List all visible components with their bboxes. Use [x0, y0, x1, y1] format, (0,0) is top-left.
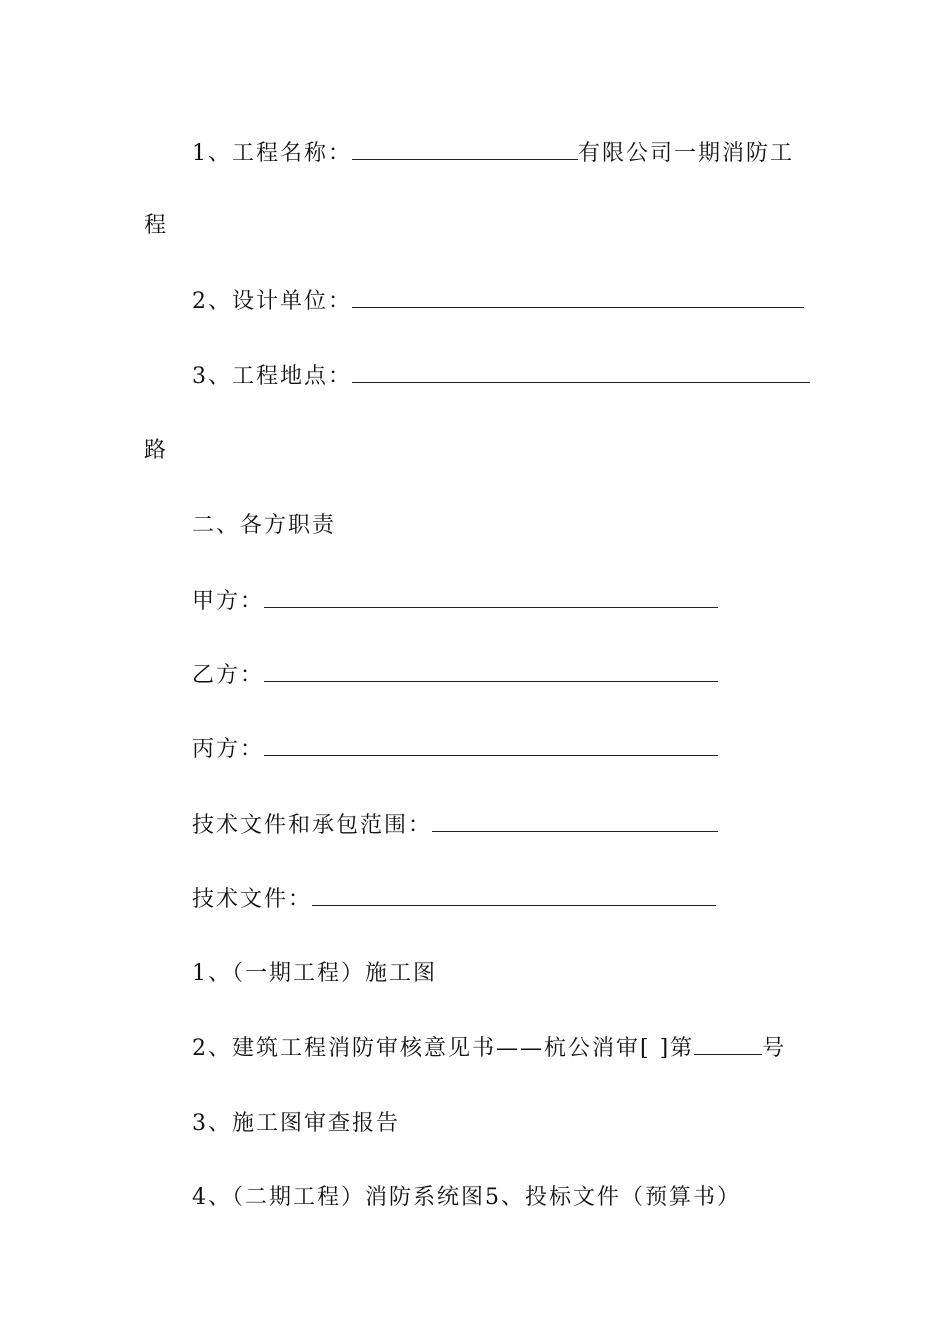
tech-docs-blank[interactable]	[312, 885, 716, 906]
list-item-2	[192, 1034, 786, 1064]
party-a-line	[192, 587, 718, 617]
design-unit-line	[192, 287, 804, 317]
design-unit-blank[interactable]	[352, 287, 804, 308]
project-location-line	[192, 362, 810, 392]
list-item-2-suffix: 号	[762, 1036, 787, 1061]
party-c-label: 丙方：	[192, 737, 265, 762]
list-item-1: 1、（一期工程）施工图	[192, 961, 437, 986]
project-name-wrap: 程	[144, 213, 169, 238]
project-name-suffix: 有限公司一期消防工	[578, 141, 795, 166]
tech-docs-line	[192, 885, 716, 915]
list-item-3: 3、施工图审查报告	[192, 1111, 400, 1136]
party-a-label: 甲方：	[192, 589, 265, 614]
party-b-label: 乙方：	[192, 663, 265, 688]
project-name-blank[interactable]	[352, 139, 578, 160]
scope-label: 技术文件和承包范围：	[192, 813, 433, 838]
party-c-blank[interactable]	[264, 735, 718, 756]
project-name-line	[192, 139, 794, 169]
project-name-label: 1、工程名称：	[192, 141, 352, 166]
design-unit-label: 2、设计单位：	[192, 289, 352, 314]
party-b-line	[192, 661, 718, 691]
list-item-2-text: 2、建筑工程消防审核意见书——杭公消审[ ]第	[192, 1036, 695, 1061]
project-location-blank[interactable]	[352, 362, 810, 383]
party-b-blank[interactable]	[264, 661, 718, 682]
party-a-blank[interactable]	[264, 587, 718, 608]
scope-blank[interactable]	[432, 811, 718, 832]
tech-docs-label: 技术文件：	[192, 887, 313, 912]
project-location-wrap: 路	[144, 438, 169, 463]
project-location-label: 3、工程地点：	[192, 364, 352, 389]
list-item-4: 4、（二期工程）消防系统图5、投标文件（预算书）	[192, 1185, 741, 1210]
section-heading-responsibilities: 二、各方职责	[192, 513, 337, 538]
approval-number-blank[interactable]	[694, 1034, 762, 1055]
scope-line	[192, 811, 718, 841]
party-c-line	[192, 735, 718, 765]
